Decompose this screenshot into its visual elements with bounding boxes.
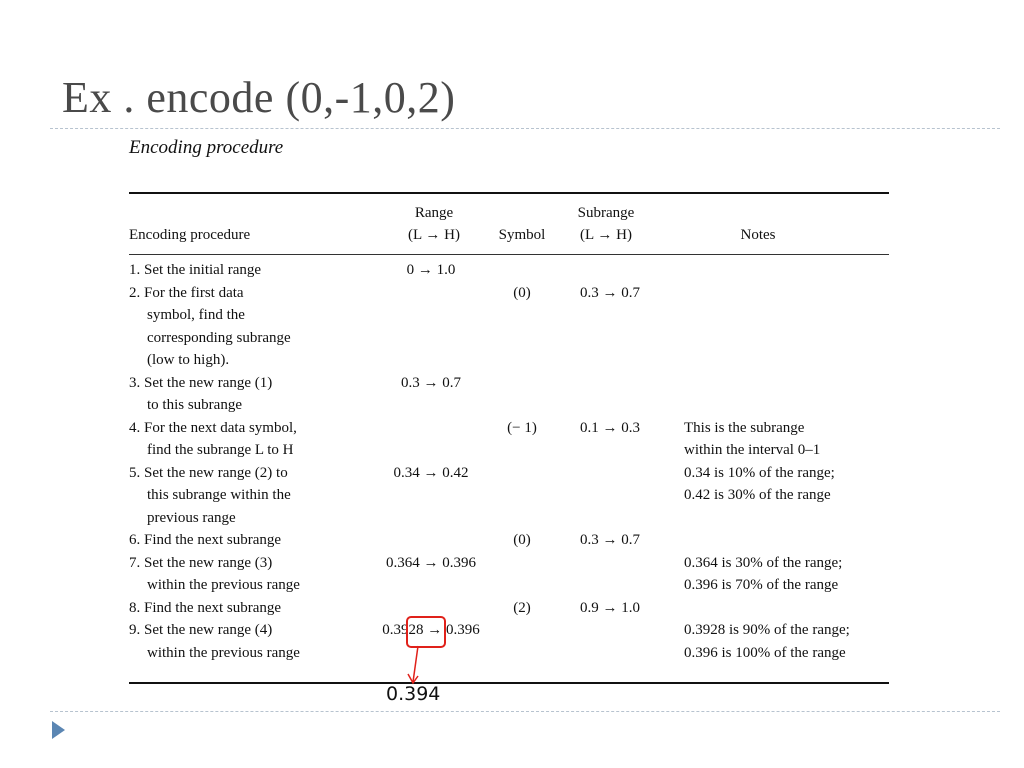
table-top-rule (129, 192, 889, 194)
title-divider (50, 128, 1000, 129)
step-text-line: symbol, find the (147, 307, 245, 323)
step-text-line: corresponding subrange (147, 329, 291, 346)
header-range-direction: (L → H) (408, 227, 460, 243)
header-symbol: Symbol (498, 227, 546, 243)
header-encoding-procedure: Encoding procedure (129, 227, 251, 243)
note-line: within the interval 0–1 (684, 442, 821, 458)
annotation-value: 0.394 (386, 683, 441, 705)
step-text-line: 3. Set the new range (1) (129, 374, 273, 391)
table-bottom-rule (129, 682, 889, 684)
step-text-line: to this subrange (147, 397, 242, 413)
step-text-line: 5. Set the new range (2) to (129, 464, 288, 481)
symbol-value: (− 1) (507, 419, 537, 436)
slide-title: Ex . encode (0,-1,0,2) (62, 73, 456, 122)
subrange-value: 0.1 → 0.3 (580, 419, 640, 436)
step-text-line: 2. For the first data (129, 284, 244, 301)
header-subrange-direction: (L → H) (580, 227, 632, 243)
subrange-value: 0.9 → 1.0 (580, 599, 640, 616)
range-value: 0.3 → 0.7 (401, 374, 461, 391)
step-text-line: 8. Find the next subrange (129, 599, 282, 616)
note-line: This is the subrange (684, 419, 805, 436)
range-value: 0.3928 → 0.396 (382, 622, 480, 638)
note-line: 0.396 is 70% of the range (684, 577, 839, 593)
note-line: 0.364 is 30% of the range; (684, 554, 843, 571)
play-triangle-icon[interactable] (52, 721, 65, 739)
section-title: Encoding procedure (129, 137, 284, 158)
footer-divider (50, 711, 1000, 712)
note-line: 0.396 is 100% of the range (684, 644, 846, 661)
symbol-value: (0) (513, 284, 531, 301)
step-text-line: (low to high). (147, 352, 230, 368)
note-line: 0.42 is 30% of the range (684, 487, 831, 503)
note-line: 0.34 is 10% of the range; (684, 464, 835, 481)
step-text-line: 1. Set the initial range (129, 262, 262, 278)
header-range: Range (414, 205, 454, 221)
symbol-value: (0) (513, 532, 531, 548)
symbol-value: (2) (513, 599, 531, 616)
step-text-line: within the previous range (147, 644, 300, 661)
subrange-value: 0.3 → 0.7 (580, 284, 640, 301)
subrange-value: 0.3 → 0.7 (580, 532, 640, 548)
range-value: 0.364 → 0.396 (386, 554, 476, 571)
step-text-line: 6. Find the next subrange (129, 532, 282, 548)
annotation-arrow (404, 646, 434, 688)
header-notes: Notes (740, 227, 776, 243)
range-value: 0.34 → 0.42 (393, 464, 469, 481)
step-text-line: 4. For the next data symbol, (129, 419, 297, 436)
step-text-line: 9. Set the new range (4) (129, 622, 273, 638)
header-subrange: Subrange (577, 205, 635, 221)
step-text-line: find the subrange L to H (147, 442, 294, 458)
step-text-line: within the previous range (147, 577, 300, 593)
step-text-line: previous range (147, 509, 236, 526)
step-text-line: this subrange within the (147, 487, 291, 503)
table-header-rule (129, 254, 889, 255)
range-value: 0 → 1.0 (406, 262, 456, 278)
note-line: 0.3928 is 90% of the range; (684, 622, 850, 638)
highlight-box (406, 616, 446, 648)
step-text-line: 7. Set the new range (3) (129, 554, 273, 571)
